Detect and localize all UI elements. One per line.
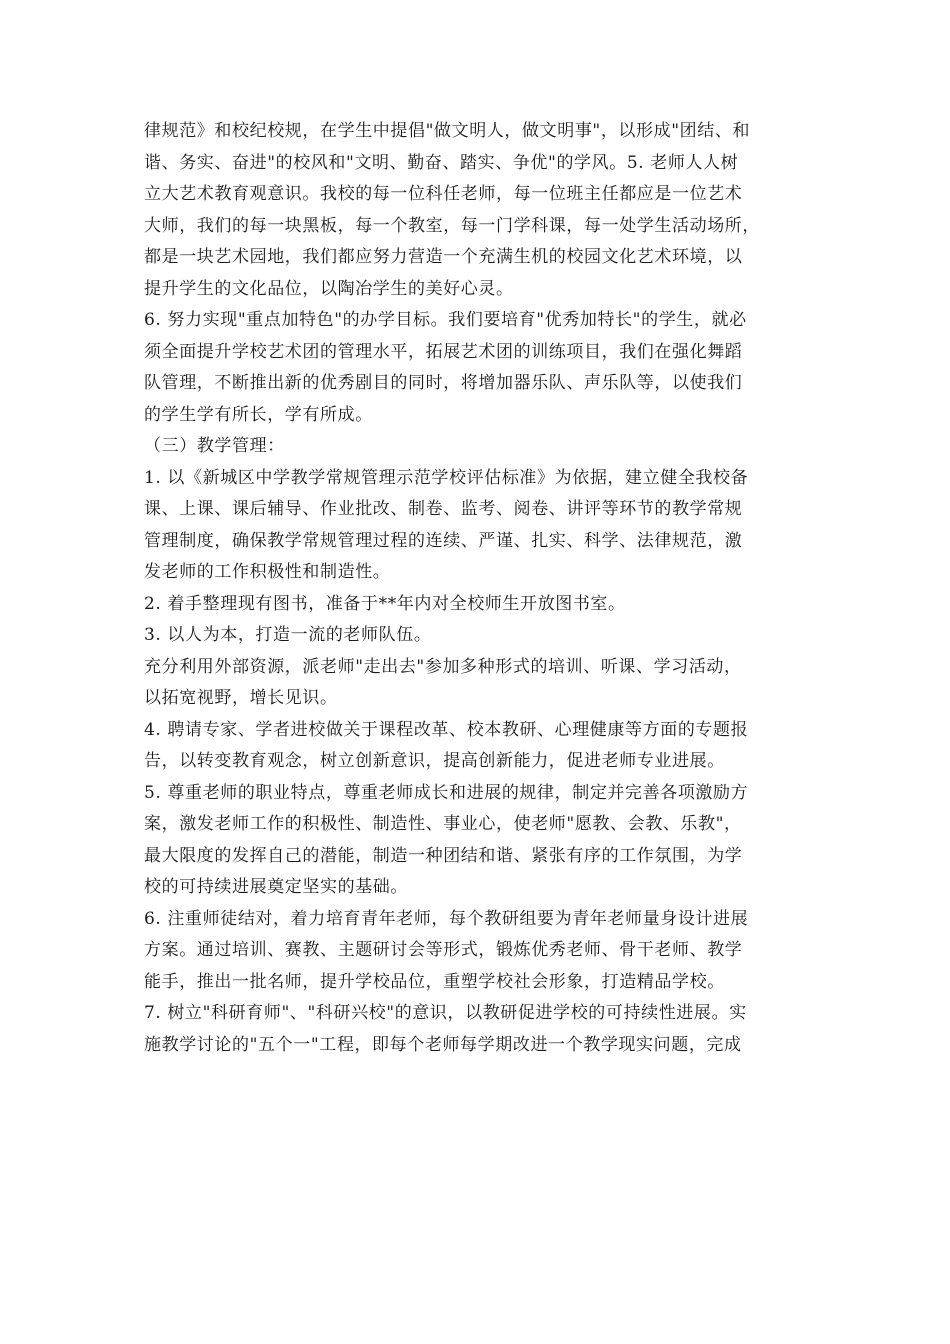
text-line: 能手，推出一批名师，提升学校品位，重塑学校社会形象，打造精品学校。: [144, 971, 725, 992]
text-line: 2. 着手整理现有图书，准备于**年内对全校师生开放图书室。: [144, 593, 626, 614]
section-heading: （三）教学管理：: [144, 436, 285, 456]
text-line: 最大限度的发挥自己的潜能，制造一种团结和谐、紧张有序的工作氛围，为学: [144, 845, 743, 866]
text-line: 谐、务实、奋进"的校风和"文明、勤奋、踏实、争优"的学风。5. 老师人人树: [144, 152, 739, 173]
text-line: 校的可持续进展奠定坚实的基础。: [144, 877, 408, 897]
text-line: 施教学讨论的"五个一"工程，即每个老师每学期改进一个教学现实问题，完成: [144, 1034, 742, 1055]
text-line: 须全面提升学校艺术团的管理水平，拓展艺术团的训练项目，我们在强化舞蹈: [144, 341, 743, 362]
text-line: 1. 以《新城区中学教学常规管理示范学校评估标准》为依据，建立健全我校备: [144, 467, 749, 488]
text-line: 以拓宽视野，增长见识。: [144, 688, 338, 708]
text-line: 充分利用外部资源，派老师"走出去"参加多种形式的培训、听课、学习活动，: [144, 656, 742, 677]
text-line: 6. 努力实现"重点加特色"的办学目标。我们要培育"优秀加特长"的学生，就必: [144, 310, 747, 330]
text-line: 6. 注重师徒结对，着力培育青年老师，每个教研组要为青年老师量身设计进展: [144, 908, 749, 929]
text-line: 发老师的工作积极性和制造性。: [144, 562, 391, 582]
text-line: 7. 树立"科研育师"、"科研兴校"的意识，以教研促进学校的可持续性进展。实: [144, 1003, 747, 1023]
text-line: 都是一块艺术园地，我们都应努力营造一个充满生机的校园文化艺术环境，以: [144, 247, 743, 267]
text-line: 管理制度，确保教学常规管理过程的连续、严谨、扎实、科学、法律规范，激: [144, 530, 743, 551]
text-line: 案，激发老师工作的积极性、制造性、事业心，使老师"愿教、会教、乐教"，: [144, 814, 742, 834]
text-line: 提升学生的文化品位，以陶冶学生的美好心灵。: [144, 278, 514, 299]
document-body: [144, 116, 806, 1061]
text-line: 课、上课、课后辅导、作业批改、制卷、监考、阅卷、讲评等环节的教学常规: [144, 499, 743, 519]
text-line: 律规范》和校纪校规，在学生中提倡"做文明人，做文明事"，以形成"团结、和: [144, 121, 751, 141]
text-line: 立大艺术教育观意识。我校的每一位科任老师，每一位班主任都应是一位艺术: [144, 184, 743, 204]
text-line: 4. 聘请专家、学者进校做关于课程改革、校本教研、心理健康等方面的专题报: [144, 719, 749, 740]
text-line: 5. 尊重老师的职业特点，尊重老师成长和进展的规律，制定并完善各项激励方: [144, 782, 749, 803]
text-line: 队管理，不断推出新的优秀剧目的同时，将增加器乐队、声乐队等，以使我们: [144, 373, 743, 393]
text-line: 方案。通过培训、赛教、主题研讨会等形式，锻炼优秀老师、骨干老师、教学: [144, 940, 743, 960]
text-line: 3. 以人为本，打造一流的老师队伍。: [144, 625, 432, 645]
text-line: 告，以转变教育观念，树立创新意识，提高创新能力，促进老师专业进展。: [144, 751, 725, 771]
text-line: 大师，我们的每一块黑板，每一个教室，每一门学科课，每一处学生活动场所，: [144, 215, 760, 236]
text-line: 的学生学有所长，学有所成。: [144, 404, 373, 425]
